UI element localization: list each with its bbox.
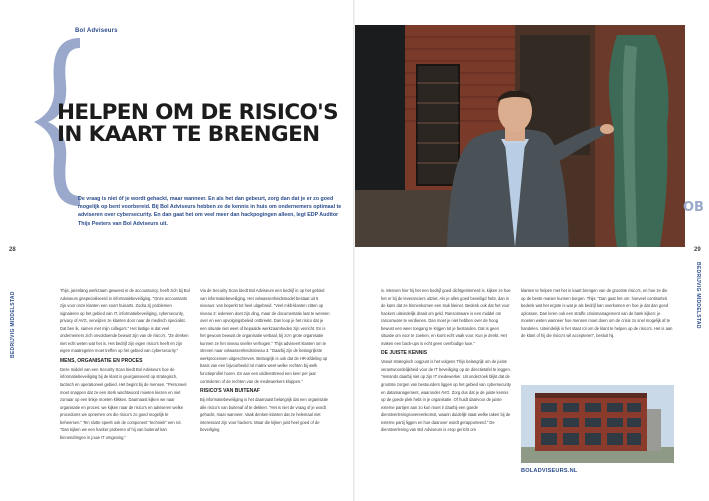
side-label-left (10, 262, 16, 362)
text-column-2 (200, 287, 330, 437)
text-column-3 (381, 287, 511, 437)
column-1-paragraph-1: Thijs, jarenlang werkzaam geweest in de accountancy, heeft zich bij Bol Adviseurs gespecialiseerd in informatiebeveiliging. "Onze accountants zijn voor onze klanten een soort huisarts. Zodra zij problemen signaleren op het gebied van IT, informatiebeveiliging, cybersecurity, privacy of AVG, verwijzen ze klanten door naar de medisch specialist. Dat ben ik, samen met mijn collega's." Het lastige is dat veel ondernemers zich onvoldoende bewust zijn van de risico's. "Ze denken niet echt weten wat het is. Het bedrijf zijn eigen risico's heeft en zijn eigen maatregelen moet treffen op het gebied van cybersecurity." (60, 288, 190, 354)
side-label-right-text: BEDRIJVIG MIDDELSTAD (695, 262, 701, 329)
brand-label: Bol Adviseurs (75, 28, 118, 34)
building-photo-illustration (521, 385, 674, 463)
column-2-subheading: RISICO'S VAN BUITENAF (200, 388, 260, 395)
logo-fragment: OB (683, 200, 704, 215)
headline-line-1: HELPEN OM DE RISICO'S (57, 100, 339, 125)
column-4-paragraph-1: klanten te helpen met het in kaart brengen van de grootste risico's, en hoe ze die op de beste manier kunnen borgen. Thijs: "Dan gaat het om: hoeveel continuïteit bedenk wat het ergste is wat je als bedrijf kan overkomen en hoe je dat dan goed oplossen. Dan leren ook een straffe crisismanagement van de bank kijken: je moeten weten wanneer hoe mensen moet doen om de crisis zo snel mogelijk af te handelen. Uiteindelijk is het staat rol om de klant te helpen op de risico's. Het is aan de klant of hij die risico's wil accepteren", besluit hij. (521, 288, 673, 339)
column-1-paragraph-2: Deze middel van een Security Scan biedt Bol Adviseurs hoe de informatiebeveiliging bij de klant is georganiseerd op strategisch, tactisch en operationeel gebied. Het begint bij de mensen. "Personeel moet snappen dat ze een sterk wachtwoord moeten kiezen en niet zomaar op een linkje moeten klikken. Daarnaast kijken we naar organisatie en proces: we kijken naar de risico's en adviseren welke procedures we opnemen om die risico's zo goed mogelijk te beheersen." Ten slotte speelt ook de component "techniek" een rol. "Dan kijken we een hacker proberen of hij van buitenaf kan binnendringen in jouw IT omgeving." (60, 366, 187, 440)
column-1-subheading: MENS, ORGANISATIE EN PROCES (60, 357, 143, 364)
left-page (0, 0, 354, 501)
side-label-left-text: BEDRIJVIG MIDDELSTAD (10, 291, 16, 358)
headline-line-2: IN KAART TE BRENGEN (57, 122, 320, 147)
page-number-left: 28 (9, 247, 16, 253)
column-2-paragraph-1: Via de Security Scan biedt Bol Adviseurs een bedrijf in op het gebied van informatiebeveiliging. Het volwassenheidsmodel bestaat uit 5 niveaus: van beperkt tot heel uitgebreid. "Veel mkb-klanten zitten op niveau 2: iedereen doet zijn ding, maar de documentatie laat te wensen over en een opvolgingsbeleid ontbreekt. Dan loop je het risico dat je een situatie niet weet of bepaalde werkzaamheden zijn verricht. En is het gewoon bewust de organisatie verbaal, bij zo'n grote organisatie kunnen ze het niveau sneller verhogen." Thijs adviseert klanten om te streven naar volwassenheidsniveau 3. "Daarbij zijn de belangrijkste werkprocessen uitgeschreven. Belangrijk is ook dat de HR-afdeling op basis van een bijvoorbeeld rol matrix weet welke rechten bij welk functieprofiel horen. En aan een uitdiensttreed een keer per jaar controleren of de rechten van de medewerkers kloppen." (200, 288, 330, 384)
headline (57, 102, 357, 146)
column-2-paragraph-2: Bij informatiebeveiliging is het daarnaast belangrijk dat een organisatie alle risico's van buitenaf af te dekken. "Het is niet de vraag of je wordt gehackt, maar wanneer. Vaak denken klanten dat ze helemaal niet interessant zijn voor hackers. Maar die kijken juist heel goed of de beveiliging (200, 397, 328, 433)
side-label-right (695, 262, 701, 362)
text-column-1 (60, 287, 190, 444)
building-photo (521, 385, 674, 463)
website-link: BOLADVISEURS.NL (521, 468, 578, 474)
intro-paragraph: De vraag is niet óf je wordt gehackt, maar wanneer. En als het dan gebeurt, zorg dan dat je er zo goed mogelijk op bent voorbereid. Bij Bol Adviseurs hebben ze de kennis in huis om ondernemers optimaal te adviseren over cybersecurity. En dan gaat het om veel meer dan hackpogingen alleen, legt EDP Auditor Thijs Peeters van Bol Adviseurs uit. (78, 196, 342, 227)
column-3-paragraph-1: is. Mensen hier hij het een bedrijf goed dichtgetimmerd is, kijken ze hoe het er bij de leveranciers uitziet. Als je alles goed beveiligd hebt, dan is de kans dat ze binnenkomen een stuk kleiner. Bedenk ook dat het voor hackers uiteindelijk draait om geld. Ransomware is een middel om rancunware te verdienen. Dan moet je niet hebben over de hoog bewust een weer toegang te krijgen tot je bestanden. Dat is geen situatie om voor te zoeken, en komt echt vaak voor. Kun je denkt. Het maken een back-ups is echt geen overbodige luxe." (381, 288, 511, 346)
column-3-paragraph-2: Vanuit strategisch oogpunt is het volgens Thijs belangrijk om de juiste verantwoordelijkheid voor de IT beveiliging op de directietafel te leggen. "Iemands daarbij niet op zijn IT medewerker. Uit onderzoek blijkt dat de grootste zorgen van bestuurders liggen op het gebied van cybersecurity en datamanagement, waaronder AVG. Zorg dus dat je de juiste kennis op de goede plek hebt in je organisatie. Of huidt daarvoor de juiste externe partijen aan zo kun moet ir daarbij een goede dienstverleningsovereenkomst, waarin duidelijk staat welke taken bij de externe partij liggen en hoe daarover wordt gerapporteerd." De dienstverlening van Bol Adviseurs is erop gericht om (381, 359, 511, 433)
column-3-subheading: DE JUISTE KENNIS (381, 350, 428, 357)
text-column-4 (521, 287, 673, 343)
page-number-right: 29 (694, 247, 701, 253)
